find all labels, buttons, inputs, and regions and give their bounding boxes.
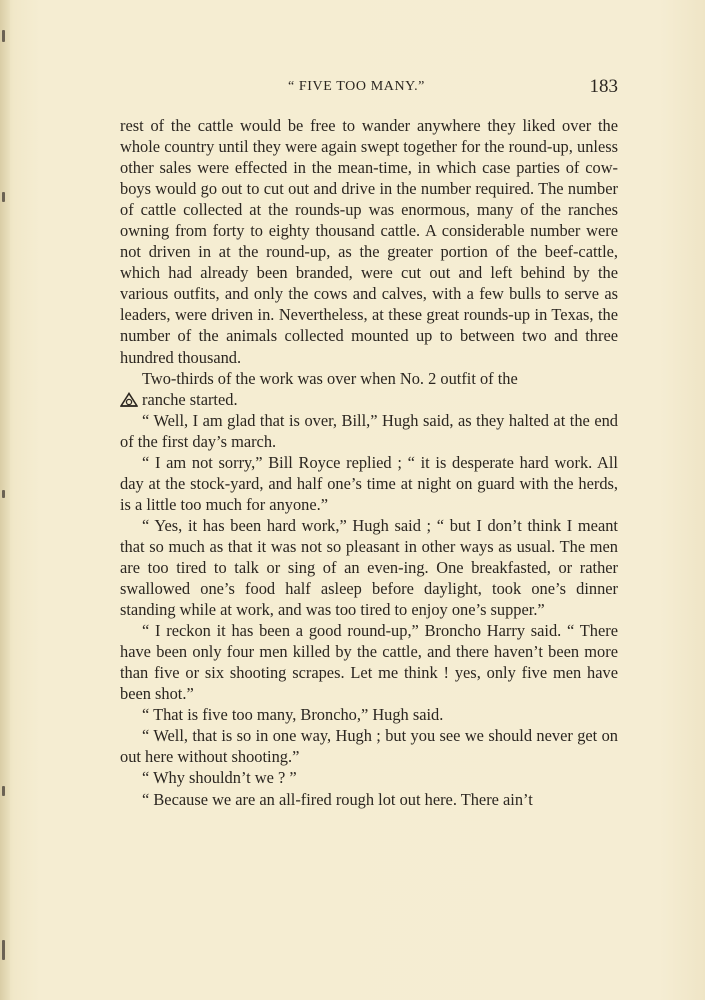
paragraph-text: Two-thirds of the work was over when No. 2 outfit of the <box>142 368 518 388</box>
body-text <box>120 115 618 810</box>
running-head <box>120 77 618 99</box>
page-number: 183 <box>589 76 618 97</box>
paragraph: “ Why shouldn’t we ? ” <box>142 768 297 788</box>
paragraph: “ I reckon it has been a good round-up,” Broncho Harry said. “ There have been only four men killed by the cattle, and there haven’t been more than five or six shooting scrapes. Let me think ! yes, only five men have been shot.” <box>120 621 618 704</box>
paragraph-text: ranche started. <box>142 389 238 409</box>
paragraph <box>120 368 618 410</box>
paragraph: “ Because we are an all-fired rough lot out here. There ain’t <box>142 789 533 809</box>
running-title: “ FIVE TOO MANY.” <box>288 79 425 94</box>
paragraph: rest of the cattle would be free to wander anywhere they liked over the whole country until they were again swept together for the round-up, unless other sales were effected in the mean-time, in which case parties of cow-boys would go out to cut out and drive in the number required. The number of cattle collected at the rounds-up was enormous, many of the ranches owning from forty to eighty thousand cattle. A considerable number were not driven in at the round-up, as the greater portion of the beef-cattle, which had already been branded, were cut out and left behind by the various outfits, and only the cows and calves, with a few bulls to serve as leaders, were driven in. Nevertheless, at these great rounds-up in Texas, the number of the animals collected mounted up to between two and three hundred thousand. <box>120 116 618 367</box>
paragraph: “ Well, that is so in one way, Hugh ; but you see we should never get on out here without shooting.” <box>120 726 618 767</box>
page-binding-edge <box>0 0 10 1000</box>
margin-mark <box>2 940 5 960</box>
paragraph: “ Well, I am glad that is over, Bill,” Hugh said, as they halted at the end of the first day’s march. <box>120 410 618 451</box>
paragraph: “ I am not sorry,” Bill Royce replied ; “ it is desperate hard work. All day at the stock-yard, and half one’s time at night on guard with the herds, is a little too much for anyone.” <box>120 452 618 514</box>
ranch-brand-icon <box>120 392 138 407</box>
paragraph: “ Yes, it has been hard work,” Hugh said ; “ but I don’t think I meant that so much as that it was not so pleasant in other ways as usual. The men are too tired to talk or sing of an even-ing. One breakfasted, or rather swallowed one’s food half asleep before daylight, took one’s dinner standing while at work, and was too tired to enjoy one’s supper.” <box>120 515 618 620</box>
margin-mark <box>2 192 5 202</box>
paragraph: “ That is five too many, Broncho,” Hugh said. <box>142 705 444 725</box>
margin-mark <box>2 786 5 796</box>
margin-mark <box>2 30 5 42</box>
margin-mark <box>2 490 5 498</box>
